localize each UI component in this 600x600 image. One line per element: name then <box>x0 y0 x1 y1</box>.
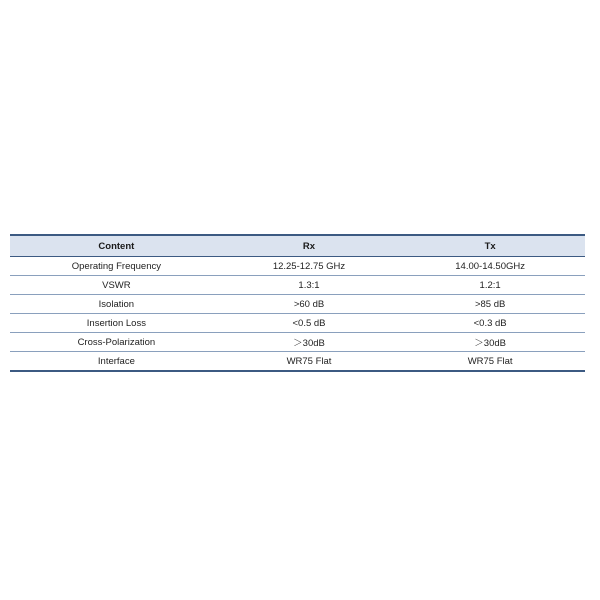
rx-value: <0.5 dB <box>223 314 396 333</box>
table-row <box>10 352 585 372</box>
table-row <box>10 333 585 352</box>
rx-value: 12.25-12.75 GHz <box>223 257 396 276</box>
tx-value: ＞30dB <box>395 333 585 352</box>
rx-value: >60 dB <box>223 295 396 314</box>
table-header-row <box>10 235 585 257</box>
tx-value: 14.00-14.50GHz <box>395 257 585 276</box>
header-tx: Tx <box>395 235 585 257</box>
table-header <box>10 235 585 257</box>
tx-value: 1.2:1 <box>395 276 585 295</box>
tx-value: <0.3 dB <box>395 314 585 333</box>
rx-value: ＞30dB <box>223 333 396 352</box>
header-rx: Rx <box>223 235 396 257</box>
tx-value: WR75 Flat <box>395 352 585 372</box>
table-row <box>10 276 585 295</box>
tx-value: >85 dB <box>395 295 585 314</box>
table-row <box>10 295 585 314</box>
row-label: Isolation <box>10 295 223 314</box>
table-row <box>10 314 585 333</box>
spec-table <box>10 234 585 372</box>
table-body <box>10 257 585 372</box>
rx-value: 1.3:1 <box>223 276 396 295</box>
row-label: VSWR <box>10 276 223 295</box>
table-row <box>10 257 585 276</box>
row-label: Cross-Polarization <box>10 333 223 352</box>
header-content: Content <box>10 235 223 257</box>
row-label: Operating Frequency <box>10 257 223 276</box>
rx-value: WR75 Flat <box>223 352 396 372</box>
row-label: Insertion Loss <box>10 314 223 333</box>
row-label: Interface <box>10 352 223 372</box>
